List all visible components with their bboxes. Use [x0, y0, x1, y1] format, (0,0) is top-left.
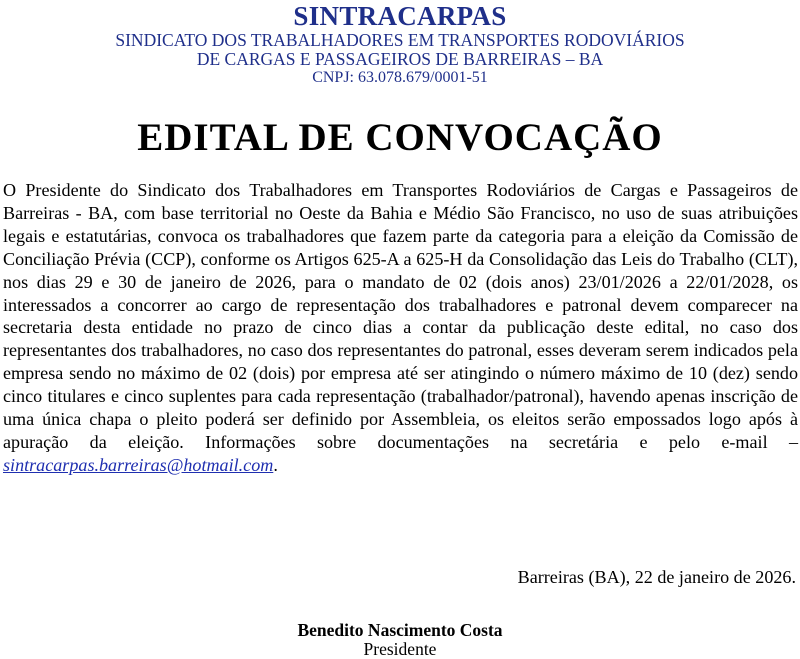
- signer-role: Presidente: [363, 639, 437, 659]
- org-cnpj: CNPJ: 63.078.679/0001-51: [312, 69, 488, 86]
- signer-name: Benedito Nascimento Costa: [297, 620, 503, 640]
- document-title: EDITAL DE CONVOCAÇÃO: [137, 116, 663, 159]
- org-full-name-line-1: SINDICATO DOS TRABALHADORES EM TRANSPORTES RODOVIÁRIOS: [115, 30, 685, 50]
- notice-body-text: O Presidente do Sindicato dos Trabalhadores em Transportes Rodoviários de Cargas e Passageiros de Barreiras - BA, com base territorial no Oeste da Bahia e Médio São Francisco, no uso de suas atribuições legais e estatutárias, convoca os trabalhadores que fazem parte da categoria para a eleição da Comissão de Conciliação Prévia (CCP), conforme os Artigos 625-A a 625-H da Consolidação das Leis do Trabalho (CLT), nos dias 29 e 30 de janeiro de 2026, para o mandato de 02 (dois anos) 23/01/2026 a 22/01/2028, os interessados a concorrer ao cargo de representação dos trabalhadores e patronal devem comparecer na secretaria desta entidade no prazo de cinco dias a contar da publicação deste edital, no caso dos representantes dos trabalhadores, no caso dos representantes do patronal, esses deveram serem indicados pela empresa sendo no máximo de 02 (dois) por empresa até ser atingindo o número máximo de 10 (dez) sendo cinco titulares e cinco suplentes para cada representação (trabalhador/patronal), havendo apenas inscrição de uma única chapa o pleito poderá ser definido por Assembleia, os eleitos serão empossados logo após à apuração da eleição. Informações sobre documentações na secretária e pelo e-mail –: [3, 180, 798, 452]
- notice-body: [3, 179, 798, 477]
- org-name: SINTRACARPAS: [293, 1, 507, 31]
- email-link[interactable]: sintracarpas.barreiras@hotmail.com: [3, 454, 274, 475]
- org-full-name-line-2: DE CARGAS E PASSAGEIROS DE BARREIRAS – BA: [196, 49, 604, 69]
- date-line: Barreiras (BA), 22 de janeiro de 2026.: [517, 567, 796, 587]
- email-suffix: .: [273, 454, 278, 475]
